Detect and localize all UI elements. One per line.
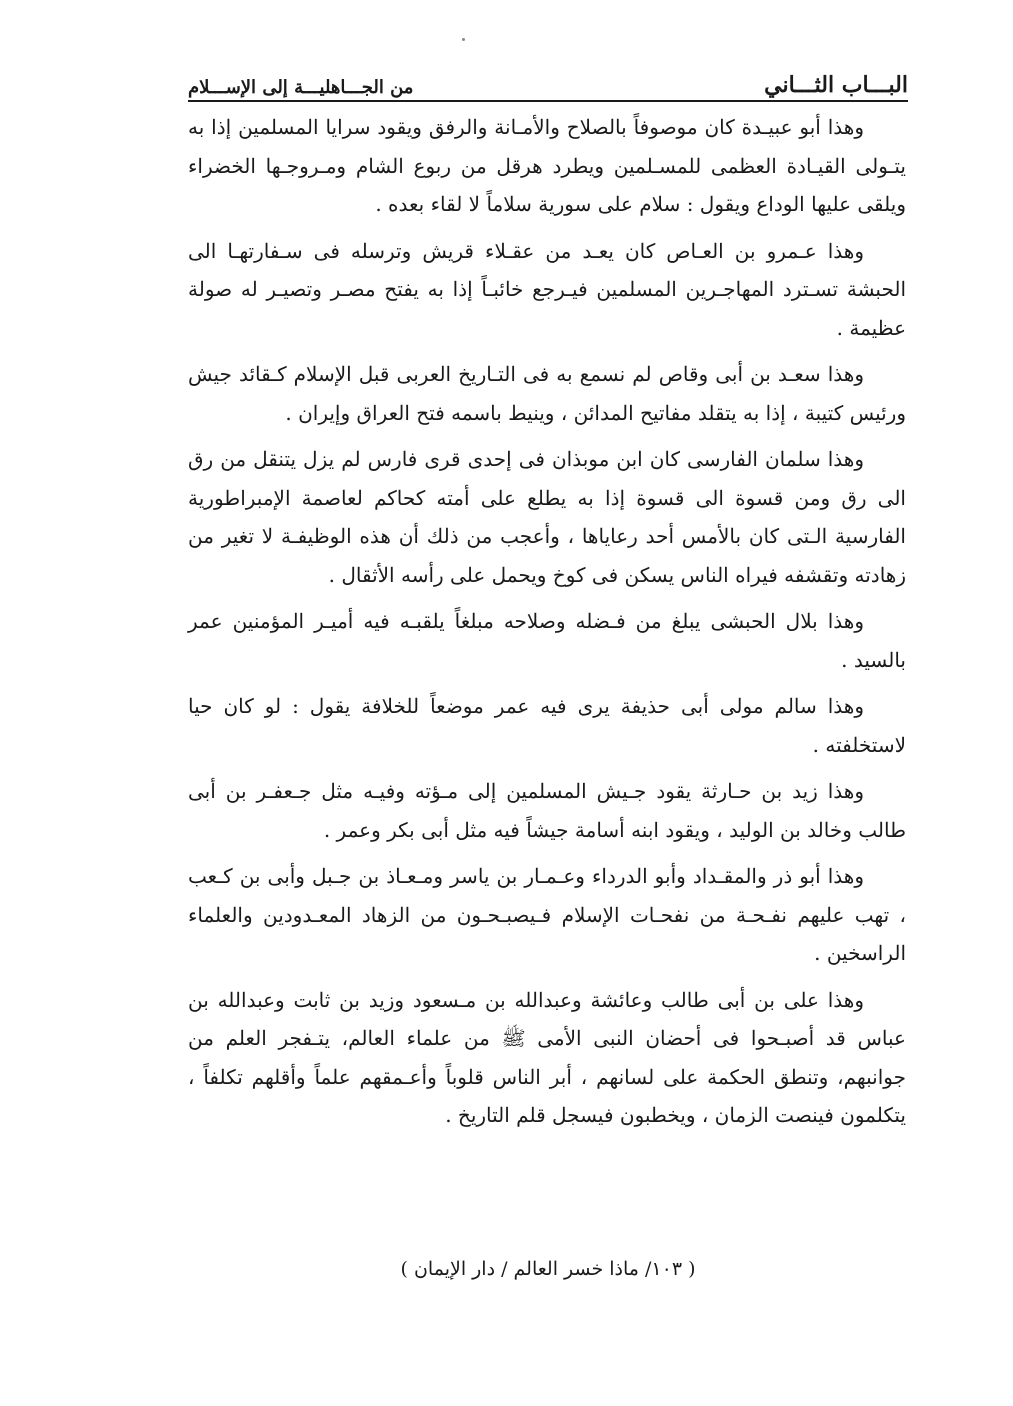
page-footer: ( ١٠٣/ ماذا خسر العالم / دار الإيمان ) xyxy=(400,1258,696,1280)
paragraph: وهذا أبو ذر والمقـداد وأبو الدرداء وعـمـار بن ياسر ومـعـاذ بن جـبل وأبى بن كـعب ، تهب عليهم نفـحـة من نفحـات الإسلام فـيصبـحـون من الزهاد المعـدودين والعلماء الراسخين . xyxy=(188,864,906,965)
paragraph: وهذا عـمرو بن العـاص كان يعـد من عقـلاء قريش وترسله فى سـفارتهـا الى الحبشة تسـترد المهاجـرين المسلمين فيـرجع خائبـاً إذا به يفتح مصـر وتصيـر له صولة عظيمة . xyxy=(188,238,906,340)
paragraph: وهذا بلال الحبشى يبلغ من فـضله وصلاحه مبلغاً يلقبـه فيه أميـر المؤمنين عمر بالسيد . xyxy=(188,609,906,672)
paragraph: وهذا سلمان الفارسى كان ابن موبذان فى إحدى قرى فارس لم يزل يتنقل من رق الى رق ومن قسوة الى قسوة إذا به يطلع على أمته كحاكم لعاصمة الإمبراطورية الفارسية الـتى كان بالأمس أحد رعاياها ، وأعجب من ذلك أن هذه الوظيفـة لا تغير من زهادته وتقشفه فيراه الناس يسكن فى كوخ ويحمل على رأسه الأثقال . xyxy=(188,447,906,587)
book-title: من الجـــاهليـــة إلى الإســـلام xyxy=(188,77,414,98)
paragraph: وهذا أبو عبيـدة كان موصوفاً بالصلاح والأمـانة والرفق ويقود سرايا المسلمين إذا به يتـولى القيـادة العظمى للمسـلمين ويطرد هرقل من ربوع الشام ومـروجـها الخضراء ويلقى عليها الوداع ويقول : سلام على سورية سلاماً لا لقاء بعده . xyxy=(188,115,906,216)
running-header xyxy=(188,58,908,98)
page-body xyxy=(188,108,906,1143)
paragraph: وهذا زيد بن حـارثة يقود جـيش المسلمين إلى مـؤته وفيـه مثل جـعفـر بن أبى طالب وخالد بن الوليد ، ويقود ابنه أسامة جيشاً فيه مثل أبى بكر وعمر . xyxy=(188,779,906,842)
scan-dot xyxy=(462,38,465,41)
paragraph: وهذا على بن أبى طالب وعائشة وعبدالله بن مـسعود وزيد بن ثابت وعبدالله بن عباس قد أصبـحوا فى أحضان النبى الأمى ﷺ من علماء العالم، يتـفجر العلم من جوانبهم، وتنطق الحكمة على لسانهم ، أبر الناس قلوباً وأعـمقهم علماً وأقلهم تكلفاً ، يتكلمون فينصت الزمان ، ويخطبون فيسجل قلم التاريخ . xyxy=(188,987,906,1127)
header-rule xyxy=(188,100,908,102)
chapter-title: البـــاب الثـــاني xyxy=(764,72,908,98)
paragraph: وهذا سعـد بن أبى وقاص لم نسمع به فى التـاريخ العربى قبل الإسلام كـقائد جيش ورئيس كتيبة ، إذا به يتقلد مفاتيح المدائن ، وينيط باسمه فتح العراق وإيران . xyxy=(188,362,906,425)
paragraph: وهذا سالم مولى أبى حذيفة يرى فيه عمر موضعاً للخلافة يقول : لو كان حيا لاستخلفته . xyxy=(188,694,906,757)
